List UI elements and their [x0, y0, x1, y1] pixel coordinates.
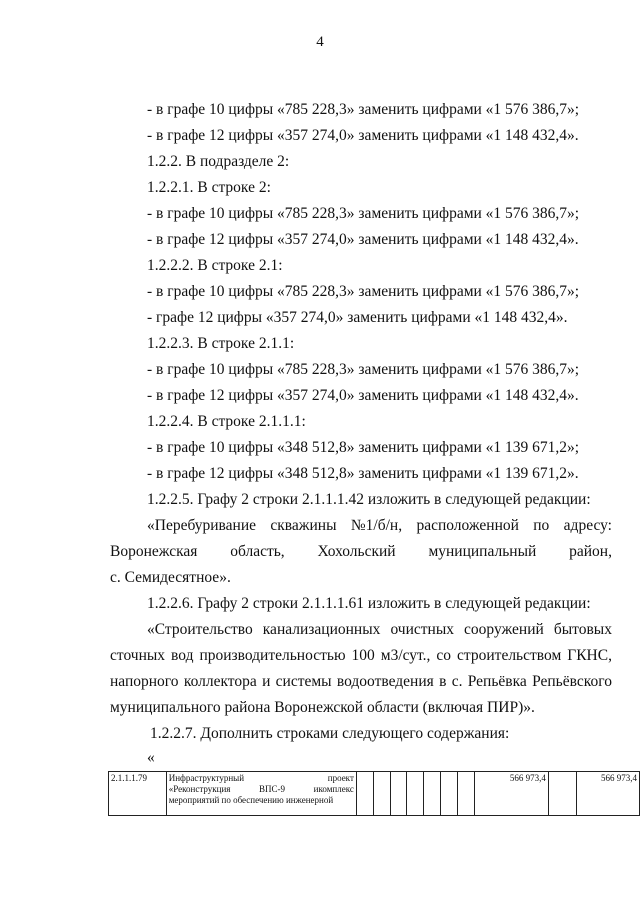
text-line: 1.2.2. В подразделе 2:: [147, 153, 290, 170]
word: очистных: [390, 621, 454, 638]
word: коллектора: [183, 673, 257, 690]
text-line: 1.2.2.1. В строке 2:: [147, 179, 271, 196]
word: область,: [230, 543, 285, 560]
text-line: 1.2.2.6. Графу 2 строки 2.1.1.1.61 изложить в следующей редакции:: [147, 595, 591, 612]
text-line: - графе 12 цифры «357 274,0» заменить цифрами «1 148 432,4».: [147, 309, 568, 326]
word: ГКНС,: [567, 647, 612, 664]
word: напорного: [110, 673, 179, 690]
table-row: [109, 772, 640, 816]
word: адресу:: [563, 517, 612, 534]
text-line: - в графе 12 цифры «348 512,8» заменить цифрами «1 139 671,2».: [147, 465, 579, 482]
table-cell-empty: [457, 772, 474, 816]
word: №1/б/н,: [350, 517, 403, 534]
text-line: 1.2.2.7. Дополнить строками следующего содержания:: [150, 725, 510, 742]
text-line: 1.2.2.4. В строке 2.1.1.1:: [147, 413, 306, 430]
word: водоотведения: [336, 673, 434, 690]
text-line: 1.2.2.5. Графу 2 строки 2.1.1.1.42 изложить в следующей редакции:: [147, 491, 591, 508]
paragraph-line: [110, 542, 612, 562]
text-line: - в графе 10 цифры «785 228,3» заменить цифрами «1 576 386,7»;: [147, 283, 580, 300]
table-cell-empty: [373, 772, 390, 816]
word: в: [439, 673, 447, 690]
paragraph-line: [110, 646, 612, 666]
word: «Перебуривание: [147, 517, 257, 534]
table-cell-description: [166, 772, 356, 816]
word: проект: [327, 773, 354, 783]
word: икомплекс: [313, 784, 354, 794]
word: расположенной: [416, 517, 519, 534]
paragraph-line: [110, 672, 612, 692]
word: бытовых: [553, 621, 612, 638]
table-cell-empty: [424, 772, 441, 816]
word: канализационных: [262, 621, 381, 638]
text-line: - в графе 12 цифры «357 274,0» заменить цифрами «1 148 432,4».: [147, 127, 579, 144]
table-cell-empty: [407, 772, 424, 816]
word: производительностью: [199, 647, 346, 664]
word: скважины: [270, 517, 337, 534]
desc-line: мероприятий по обеспечению инженерной: [168, 795, 334, 805]
text-line: - в графе 12 цифры «357 274,0» заменить цифрами «1 148 432,4».: [147, 231, 579, 248]
word: строительством: [457, 647, 562, 664]
word: сооружений: [464, 621, 544, 638]
word: Воронежская: [110, 543, 198, 560]
text-line: 1.2.2.3. В строке 2.1.1:: [147, 335, 295, 352]
table-cell-empty: [356, 772, 373, 816]
text-line: - в графе 10 цифры «785 228,3» заменить цифрами «1 576 386,7»;: [147, 101, 580, 118]
word: Репьёвского: [532, 673, 612, 690]
word: со: [436, 647, 452, 664]
word: Инфраструктурный: [168, 773, 245, 783]
text-line: 1.2.2.2. В строке 2.1:: [147, 257, 283, 274]
word: с.: [451, 673, 463, 690]
paragraph-line: [147, 620, 612, 640]
addition-table: [108, 771, 640, 816]
word: системы: [275, 673, 332, 690]
text-line: - в графе 10 цифры «785 228,3» заменить цифрами «1 576 386,7»;: [147, 205, 580, 222]
word: «Реконструкция: [168, 784, 231, 794]
word: по: [533, 517, 550, 534]
open-quote: «: [147, 749, 155, 766]
page-number: 4: [316, 34, 324, 50]
text-line: - в графе 10 цифры «348 512,8» заменить цифрами «1 139 671,2»;: [147, 439, 580, 456]
table-cell-value: 566 973,4: [474, 772, 548, 816]
word: сточных: [110, 647, 166, 664]
word: вод: [171, 647, 194, 664]
word: м3/сут.,: [380, 647, 431, 664]
word: ВПС-9: [259, 784, 286, 794]
table-cell-code: 2.1.1.1.79: [109, 772, 167, 816]
desc-line: [169, 784, 354, 795]
word: Репьёвка: [467, 673, 527, 690]
word: 100: [351, 647, 375, 664]
word: Хохольский: [317, 543, 396, 560]
word: муниципальный: [428, 543, 537, 560]
text-line: муниципального района Воронежской области (включая ПИР)».: [110, 699, 535, 716]
desc-line: [169, 773, 354, 784]
word: и: [262, 673, 271, 690]
table-cell-value: 566 973,4: [577, 772, 640, 816]
text-line: с. Семидесятное».: [110, 569, 231, 586]
paragraph-line: [147, 516, 612, 536]
text-line: - в графе 12 цифры «357 274,0» заменить цифрами «1 148 432,4».: [147, 387, 579, 404]
text-line: - в графе 10 цифры «785 228,3» заменить цифрами «1 576 386,7»;: [147, 361, 580, 378]
table-cell-empty: [390, 772, 407, 816]
word: район,: [569, 543, 612, 560]
word: «Строительство: [147, 621, 253, 638]
table-cell-empty: [440, 772, 457, 816]
table-cell-empty: [548, 772, 577, 816]
